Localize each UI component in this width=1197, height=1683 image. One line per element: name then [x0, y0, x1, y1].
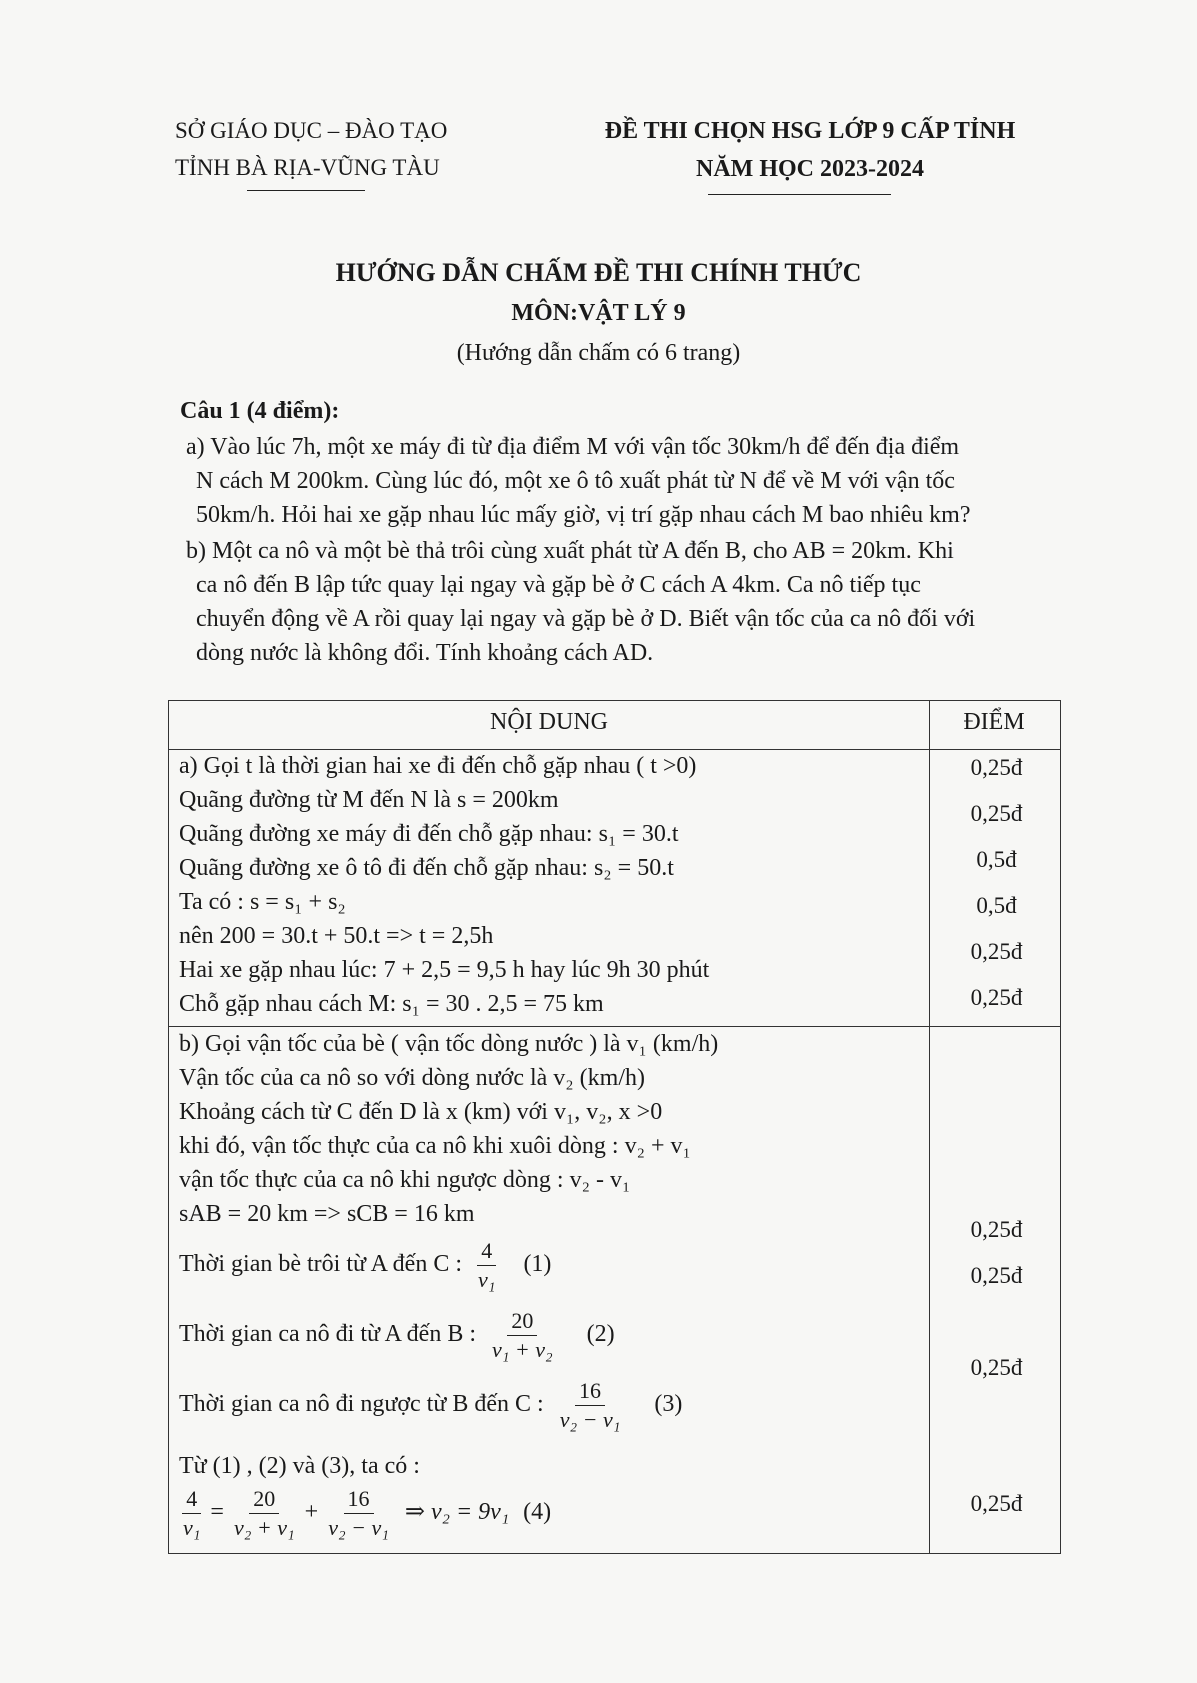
equation-4-result: ⇒ v₂ = 9v₁: [404, 1499, 510, 1526]
school-year: NĂM HỌC 2023-2024: [696, 156, 924, 182]
score-value: 0,25đ: [970, 1491, 1023, 1516]
header-left-underline: [247, 190, 365, 191]
equation-3-fraction: [556, 1379, 625, 1432]
fraction-numerator: 4: [477, 1239, 496, 1266]
score-value: 0,25đ: [970, 755, 1023, 780]
question-a-line: a) Vào lúc 7h, một xe máy đi từ địa điểm M với vận tốc 30km/h để đến địa điểm: [186, 434, 960, 460]
score-value: 0,25đ: [970, 1217, 1023, 1242]
question-a-line: 50km/h. Hỏi hai xe gặp nhau lúc mấy giờ, vị trí gặp nhau cách M bao nhiêu km?: [196, 502, 971, 528]
document-title: HƯỚNG DẪN CHẤM ĐỀ THI CHÍNH THỨC: [335, 258, 862, 287]
equation-3-tag: (3): [654, 1391, 683, 1418]
equation-2-fraction: [488, 1309, 557, 1362]
subject-title: MÔN:VẬT LÝ 9: [511, 300, 686, 326]
score-value: 0,25đ: [970, 1263, 1023, 1288]
equation-3-label: Thời gian ca nô đi ngược từ B đến C :: [179, 1391, 544, 1418]
equation-4-fraction-1: [179, 1487, 204, 1540]
equation-1-tag: (1): [523, 1251, 552, 1278]
answer-b-line: vận tốc thực của ca nô khi ngược dòng : v₂ - v₁: [179, 1167, 631, 1193]
header-right-underline: [708, 194, 891, 195]
header-left: [175, 112, 447, 186]
question-b-line: chuyển động về A rồi quay lại ngay và gặp bè ở D. Biết vận tốc của ca nô đối với: [196, 606, 976, 632]
question-b-line: dòng nước là không đổi. Tính khoảng cách AD.: [196, 640, 654, 666]
question-heading: Câu 1 (4 điểm):: [180, 398, 340, 424]
page-count-note: (Hướng dẫn chấm có 6 trang): [456, 340, 741, 366]
answer-a-line: Chỗ gặp nhau cách M: s₁ = 30 . 2,5 = 75 km: [179, 991, 604, 1017]
answer-b-line: sAB = 20 km => sCB = 16 km: [179, 1201, 475, 1227]
equation-4: [173, 1487, 551, 1540]
question-b-line: b) Một ca nô và một bè thả trôi cùng xuất phát từ A đến B, cho AB = 20km. Khi: [186, 538, 954, 564]
score-value: 0,5đ: [976, 893, 1017, 918]
equals-sign: =: [210, 1499, 224, 1526]
score-value: 0,25đ: [970, 1355, 1023, 1380]
equation-1-fraction: [474, 1239, 499, 1292]
equation-2-tag: (2): [586, 1321, 615, 1348]
fraction-numerator: 16: [575, 1379, 605, 1406]
score-value: 0,25đ: [970, 801, 1023, 826]
equation-2: [179, 1309, 615, 1362]
header-right: [560, 112, 1060, 188]
answer-a-line: a) Gọi t là thời gian hai xe đi đến chỗ gặp nhau ( t >0): [179, 753, 697, 779]
equation-2-label: Thời gian ca nô đi từ A đến B :: [179, 1321, 476, 1348]
fraction-denominator: v₂ − v₁: [328, 1515, 389, 1540]
answer-a-line: Quãng đường xe ô tô đi đến chỗ gặp nhau: s₂ = 50.t: [179, 855, 674, 881]
question-part-b: [186, 534, 1056, 670]
answer-b-line: khi đó, vận tốc thực của ca nô khi xuôi dòng : v₂ + v₁: [179, 1133, 691, 1159]
fraction-numerator: 4: [182, 1487, 201, 1514]
score-value: 0,5đ: [976, 847, 1017, 872]
department-name: SỞ GIÁO DỤC – ĐÀO TẠO: [175, 118, 448, 143]
grading-table: [168, 700, 1061, 1554]
fraction-numerator: 20: [507, 1309, 537, 1336]
equation-4-tag: (4): [523, 1499, 552, 1526]
fraction-denominator: v₁ + v₂: [492, 1337, 553, 1362]
question-a-line: N cách M 200km. Cùng lúc đó, một xe ô tô xuất phát từ N để về M với vận tốc: [196, 468, 955, 494]
fraction-denominator: v₁: [478, 1267, 496, 1292]
question-part-a: [186, 430, 1056, 532]
answer-a-line: Hai xe gặp nhau lúc: 7 + 2,5 = 9,5 h hay lúc 9h 30 phút: [179, 957, 710, 983]
answer-a-line: Quãng đường từ M đến N là s = 200km: [179, 787, 559, 813]
combine-label: Từ (1) , (2) và (3), ta có :: [179, 1453, 420, 1479]
fraction-denominator: v₂ − v₁: [559, 1407, 621, 1432]
province-name: TỈNH BÀ RỊA-VŨNG TÀU: [175, 155, 440, 180]
answer-b-line: Khoảng cách từ C đến D là x (km) với v₁, v₂, x >0: [179, 1099, 663, 1125]
equation-4-fraction-2: [230, 1487, 299, 1540]
column-header-score: ĐIỂM: [963, 709, 1025, 735]
header-divider: [169, 749, 1060, 750]
equation-1-label: Thời gian bè trôi từ A đến C :: [179, 1251, 463, 1278]
fraction-denominator: v₂ + v₁: [233, 1515, 295, 1540]
fraction-numerator: 20: [249, 1487, 279, 1514]
equation-4-fraction-3: [324, 1487, 393, 1540]
fraction-denominator: v₁: [183, 1515, 201, 1540]
plus-sign: +: [304, 1499, 319, 1526]
section-divider: [169, 1026, 1060, 1027]
exam-name: ĐỀ THI CHỌN HSG LỚP 9 CẤP TỈNH: [604, 118, 1016, 144]
answer-a-line: Ta có : s = s₁ + s₂: [179, 889, 346, 915]
score-value: 0,25đ: [970, 985, 1023, 1010]
answer-b-line: b) Gọi vận tốc của bè ( vận tốc dòng nước ) là v₁ (km/h): [179, 1031, 719, 1057]
column-divider: [929, 701, 930, 1553]
answer-a-line: Quãng đường xe máy đi đến chỗ gặp nhau: s₁ = 30.t: [179, 821, 679, 847]
equation-1: [179, 1239, 551, 1292]
answer-a-line: nên 200 = 30.t + 50.t => t = 2,5h: [179, 923, 494, 949]
score-value: 0,25đ: [970, 939, 1023, 964]
equation-3: [179, 1379, 682, 1432]
question-b-line: ca nô đến B lập tức quay lại ngay và gặp bè ở C cách A 4km. Ca nô tiếp tục: [196, 572, 921, 598]
fraction-numerator: 16: [344, 1487, 374, 1514]
answer-b-line: Vận tốc của ca nô so với dòng nước là v₂ (km/h): [179, 1065, 645, 1091]
column-header-content: NỘI DUNG: [490, 709, 608, 735]
